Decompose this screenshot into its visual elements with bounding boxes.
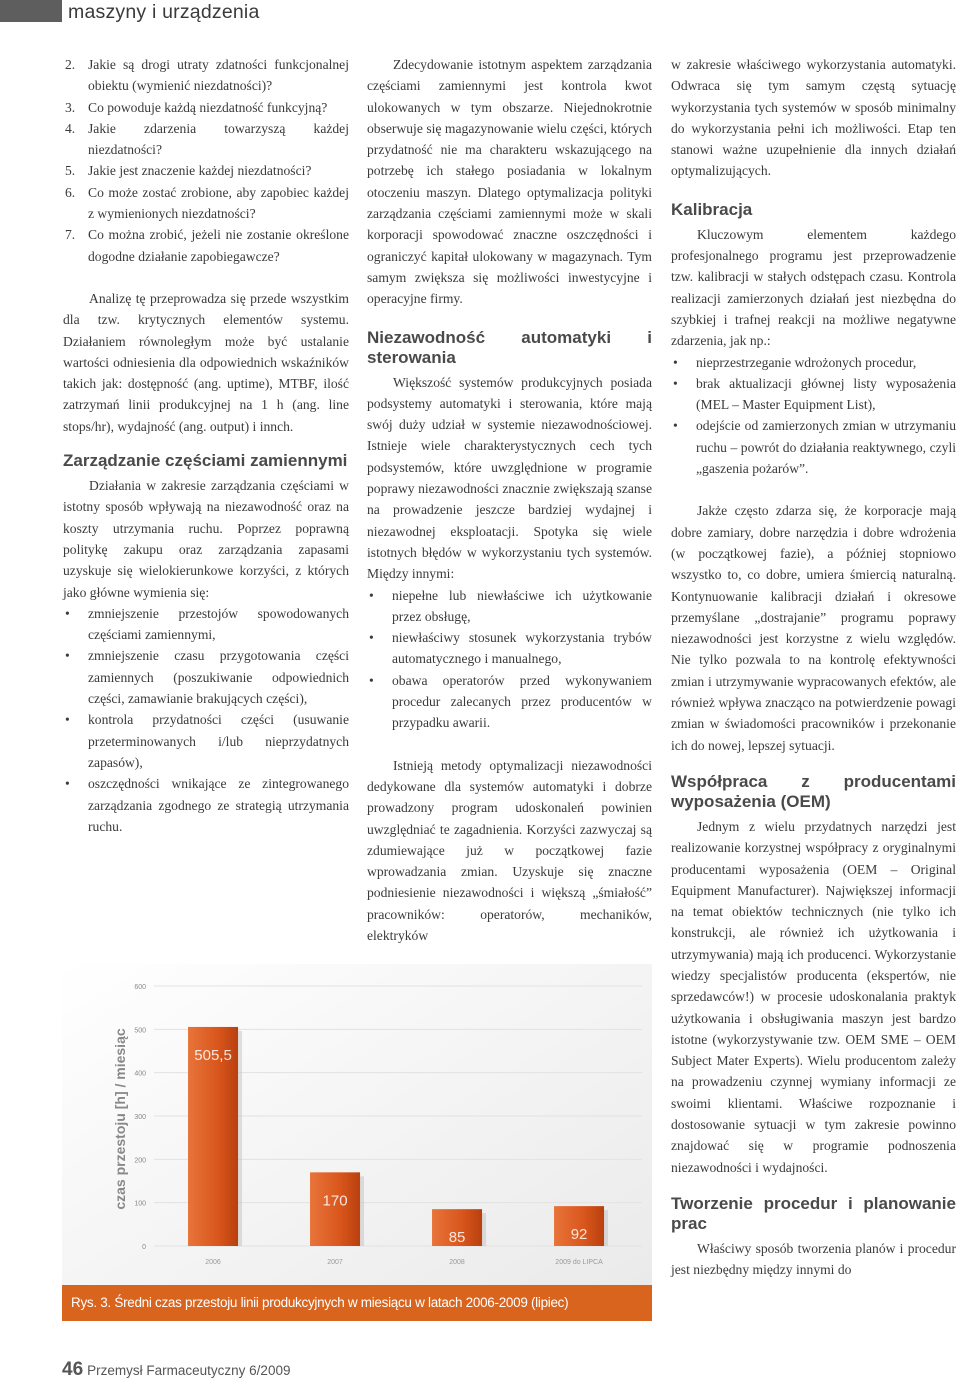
paragraph: Jednym z wielu przydatnych narzędzi jest realizowanie korzystnej współpracy z oryginalnymi producentami wyposażenia (OEM – Original Equipment Manufacturer). Największej informacji na temat obiektów technicznych (nie tylko ich konstrukcji, ale również ich użytkowania i utrzymywania) mają ich producenci. Wykorzystanie wiedzy specjalistów producenta (ekspertów, nie sprzedawców!) w procesie udoskonalania praktyk użytkowania i obsługiwania maszyn jest bardzo istotne (wykorzystywanie tzw. OEM SME – OEM Subject Mater Experts). Wielu producentom zależy na prowadzeniu czynnej wymiany informacji ze swoimi klientami. Właściwe rozpoznanie i dostosowanie sytuacji w tym zakresie powinno znajdować się w programie podnoszenia niezawodności i wydajności. — [671, 818, 956, 1175]
paragraph: Większość systemów produkcyjnych posiada podsystemy automatyki i sterowania, które mają swój duży udział w systemie niezawodnościowej. Istnieje wiele charakterystycznych cech tych podsystemów, które uwzględnione w programie poprawy niezawodności znacznie zwiększają szanse na prowadzenie jeszcze bardziej wydajnej i niezawodnej eksploatacji. Spotyka się wiele istotnych błędów w wykorzystaniu tych systemów. Między innymi: — [367, 374, 652, 582]
question-item: 7. Co można zrobić, jeżeli nie zostanie określone dogodne działanie zapobiegawcze? — [65, 227, 349, 264]
column-1 — [63, 54, 349, 837]
page-footer — [62, 1359, 290, 1381]
page-number: 46 — [62, 1359, 84, 1380]
column-3 — [671, 54, 956, 1281]
bullet-list — [367, 585, 652, 734]
heading-spare-parts: Zarządzanie częściami zamiennymi — [63, 451, 348, 471]
y-tick-label: 0 — [142, 1244, 146, 1251]
list-item: • kontrola przydatności części (usuwanie przeterminowanych i/lub nieprzydatnych zapasów), — [65, 712, 349, 770]
question-item: 5. Jakie jest znaczenie każdej niezdatności? — [65, 163, 312, 179]
heading-automation: Niezawodność automatyki i sterowania — [367, 327, 652, 367]
y-tick-label: 300 — [134, 1114, 146, 1121]
x-tick-label: 2009 do LIPCA — [555, 1259, 603, 1266]
list-item: • nieprzestrzeganie wdrożonych procedur, — [673, 354, 917, 370]
section-title: maszyny i urządzenia — [68, 1, 260, 23]
paragraph: w zakresie właściwego wykorzystania automatyki. Odwraca się tym samym częstą sytuację wykorzystania tych systemów w sposób minimalny do wykorzystania pełni ich możliwości. Etap ten stanowi ważne uzupełnienie dla innych działań optymalizujących. — [671, 57, 956, 179]
paragraph: Istnieją metody optymalizacji niezawodności dedykowane dla systemów automatyki i dobrze prowadzony program udoskonaleń powinien uwzględniać te zagadnienia. Korzyści zazwyczaj są zdumiewające już w początkowej fazie wprowadzania zmian. Uzyskuje się znaczne podniesienie niezawodności i większą „śmiałość” pracowników: operatorów, mechaników, elektryków — [367, 757, 652, 943]
list-item: • zmniejszenie przestojów spowodowanych częściami zamiennymi, — [65, 605, 349, 643]
paragraph: Właściwy sposób tworzenia planów i procedur jest niezbędny między innymi do — [671, 1240, 956, 1278]
x-tick-label: 2007 — [327, 1259, 343, 1266]
bar-value-label: 92 — [570, 1226, 588, 1244]
column-2 — [367, 54, 652, 946]
question-item: 3. Co powoduje każdą niezdatność funkcyjną? — [65, 99, 328, 115]
y-tick-label: 600 — [134, 984, 146, 991]
list-item: • brak aktualizacji głównej listy wyposażenia (MEL – Master Equipment List), — [673, 375, 956, 413]
y-tick-label: 100 — [134, 1200, 146, 1208]
bar-value-label: 505,5 — [194, 1046, 232, 1064]
y-tick-label: 500 — [134, 1027, 146, 1035]
paragraph: Jakże często zdarza się, że korporacje mają dobre zamiary, dobre narzędzia i dobre wdrożenia (w początkowej fazie), a później stopniowo wszystko to, co dobre, umiera śmiercią naturalną. Kontynuowanie kalibracji działań i okresowe przemyślane „dostrajanie” programu poprawy niezawodności jest korzystne z wielu względów. Nie tylko pozwala to na kontrolę efektywności zmian i utrzymywanie wypracowanych efektów, ale również wpływa znacząco na potwierdzenie powagi zmian w świadomości pracowników i przekonanie ich do nowej, lepszej sytuacji. — [671, 503, 956, 753]
paragraph: Analizę tę przeprowadza się przede wszystkim dla tzw. krytycznych elementów systemu. Działaniem równoległym może być ustalanie wartości odniesienia dla odpowiednich wskaźników takich jak: dostępność (ang. uptime), MTBF, ilość zatrzymań linii produkcyjnej na 1 h (ang. line stops/hr), wydajność (ang. output) i innch. — [63, 290, 349, 434]
x-tick-label: 2006 — [205, 1259, 221, 1266]
question-item: 2. Jakie są drogi utraty zdatności funkcjonalnej obiektu (wymienić niezdatności)? — [65, 57, 349, 94]
list-item: • odejście od zamierzonych zmian w utrzymaniu ruchu – powrót do działania reaktywnego, czyli „gaszenia pożarów”. — [673, 418, 956, 477]
header-block — [0, 0, 62, 22]
y-tick-label: 400 — [134, 1070, 146, 1078]
heading-procedures: Tworzenie procedur i planowanie prac — [671, 1193, 956, 1233]
downtime-bar-chart — [62, 964, 652, 1321]
x-tick-label: 2008 — [449, 1259, 465, 1266]
bar-value-label: 170 — [322, 1192, 348, 1210]
list-item: • obawa operatorów przed wykonywaniem procedur zalecanych przez producentów w przypadku awarii. — [369, 672, 652, 731]
list-item: • zmniejszenie czasu przygotowania części zamiennych (poszukiwanie odpowiednich części, zamawianie brakujących części), — [65, 648, 349, 707]
list-item: • niepełne lub niewłaściwe ich użytkowanie przez obsługę, — [369, 587, 652, 624]
list-item: • niewłaściwy stosunek wykorzystania trybów automatycznego i manualnego, — [369, 630, 652, 667]
bar-value-label: 85 — [448, 1229, 466, 1247]
paragraph: Działania w zakresie zarządzania częściami w istotny sposób wpływają na niezawodność oraz na koszty utrzymania ruchu. Poprzez poprawną politykę zakupu oraz zarządzania zapasami uzyskuje się wielokierunkowe korzyści, z których jako główne wymienia się: — [63, 478, 349, 600]
y-axis-label: czas przestoju [h] / miesiąc — [112, 1028, 128, 1210]
bullet-list — [63, 603, 349, 837]
list-item: • oszczędności wnikające ze zintegrowanego zarządzania zgodnego ze strategią utrzymania ruchu. — [65, 776, 349, 834]
figure-caption: Rys. 3. Średni czas przestoju linii produkcyjnych w miesiącu w latach 2006-2009 (lipiec) — [62, 1285, 652, 1321]
bullet-list — [671, 352, 956, 480]
paragraph: Kluczowym elementem każdego profesjonalnego programu jest przeprowadzenie tzw. kalibracji w stałych odstępach czasu. Kontrola realizacji zamierzonych działań jest niezbędna do szybkiej i trafnej reakcji na możliwe negatywne zdarzenia, jak np.: — [671, 226, 956, 349]
heading-calibration: Kalibracja — [671, 199, 753, 219]
publication-name: Przemysł Farmaceutyczny 6/2009 — [87, 1363, 291, 1378]
question-item: 6. Co może zostać zrobione, aby zapobiec każdej z wymienionych niezdatności? — [65, 184, 349, 222]
heading-oem: Współpraca z producentami wyposażenia (OEM) — [671, 771, 956, 811]
y-tick-label: 200 — [134, 1157, 146, 1165]
question-item: 4. Jakie zdarzenia towarzyszą każdej niezdatności? — [65, 120, 349, 158]
paragraph: Zdecydowanie istotnym aspektem zarządzania częściami zamiennymi jest kontrola kwot ulokowanych w tym obszarze. Niejednokrotnie obserwuje się magazynowanie wielu części, których przydatność nie ma charakteru wskazującego na potrzebę ich stałego posiadania w lokalnym otoczeniu maszyn. Dlatego optymalizacja polityki zarządzania częściami zamiennymi może w skali korporacji spowodować znaczne oszczędności i ograniczyć kapitał ulokowany w magazynach. Tym samym zwiększa się możliwości inwestycyjne i operacyjne firmy. — [367, 57, 652, 307]
question-list — [63, 54, 349, 267]
